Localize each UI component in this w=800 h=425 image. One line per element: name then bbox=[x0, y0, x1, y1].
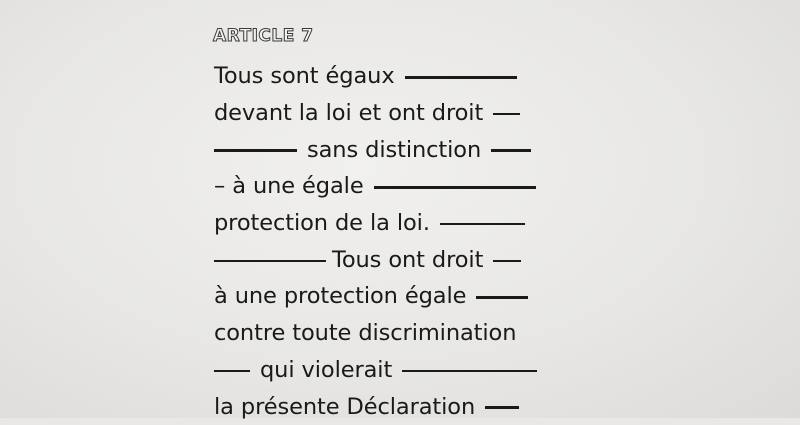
article-heading: ARTICLE 7 bbox=[213, 26, 314, 46]
text-line-1 bbox=[214, 58, 559, 95]
line-text: – à une égale bbox=[214, 173, 364, 200]
text-line-5 bbox=[214, 205, 559, 242]
rule-dash bbox=[214, 149, 297, 152]
rule-dash bbox=[476, 296, 528, 299]
text-line-9 bbox=[214, 352, 559, 389]
rule-dash bbox=[214, 370, 250, 373]
text-line-10 bbox=[214, 388, 559, 425]
rule-dash bbox=[491, 149, 531, 152]
rule-dash bbox=[493, 260, 521, 263]
line-text: contre toute discrimination bbox=[214, 320, 517, 347]
line-text: protection de la loi. bbox=[214, 210, 430, 237]
article-text bbox=[214, 58, 559, 425]
line-text: la présente Déclaration bbox=[214, 393, 476, 420]
line-text: Tous sont égaux bbox=[214, 63, 395, 90]
line-text: à une protection égale bbox=[214, 283, 467, 310]
text-line-3 bbox=[214, 131, 559, 168]
rule-dash bbox=[405, 76, 517, 79]
text-line-6 bbox=[214, 241, 559, 278]
text-line-8 bbox=[214, 315, 559, 352]
text-line-7 bbox=[214, 278, 559, 315]
line-text: devant la loi et ont droit bbox=[214, 100, 484, 127]
rule-dash bbox=[485, 406, 519, 409]
line-text: Tous ont droit bbox=[332, 246, 484, 273]
rule-dash bbox=[374, 186, 536, 189]
rule-dash bbox=[214, 260, 326, 263]
line-text: qui violerait bbox=[260, 356, 393, 383]
rule-dash bbox=[402, 370, 537, 373]
text-line-4 bbox=[214, 168, 559, 205]
rule-dash bbox=[440, 223, 525, 226]
text-line-2 bbox=[214, 95, 559, 132]
rule-dash bbox=[493, 113, 520, 116]
line-text: sans distinction bbox=[307, 136, 482, 163]
